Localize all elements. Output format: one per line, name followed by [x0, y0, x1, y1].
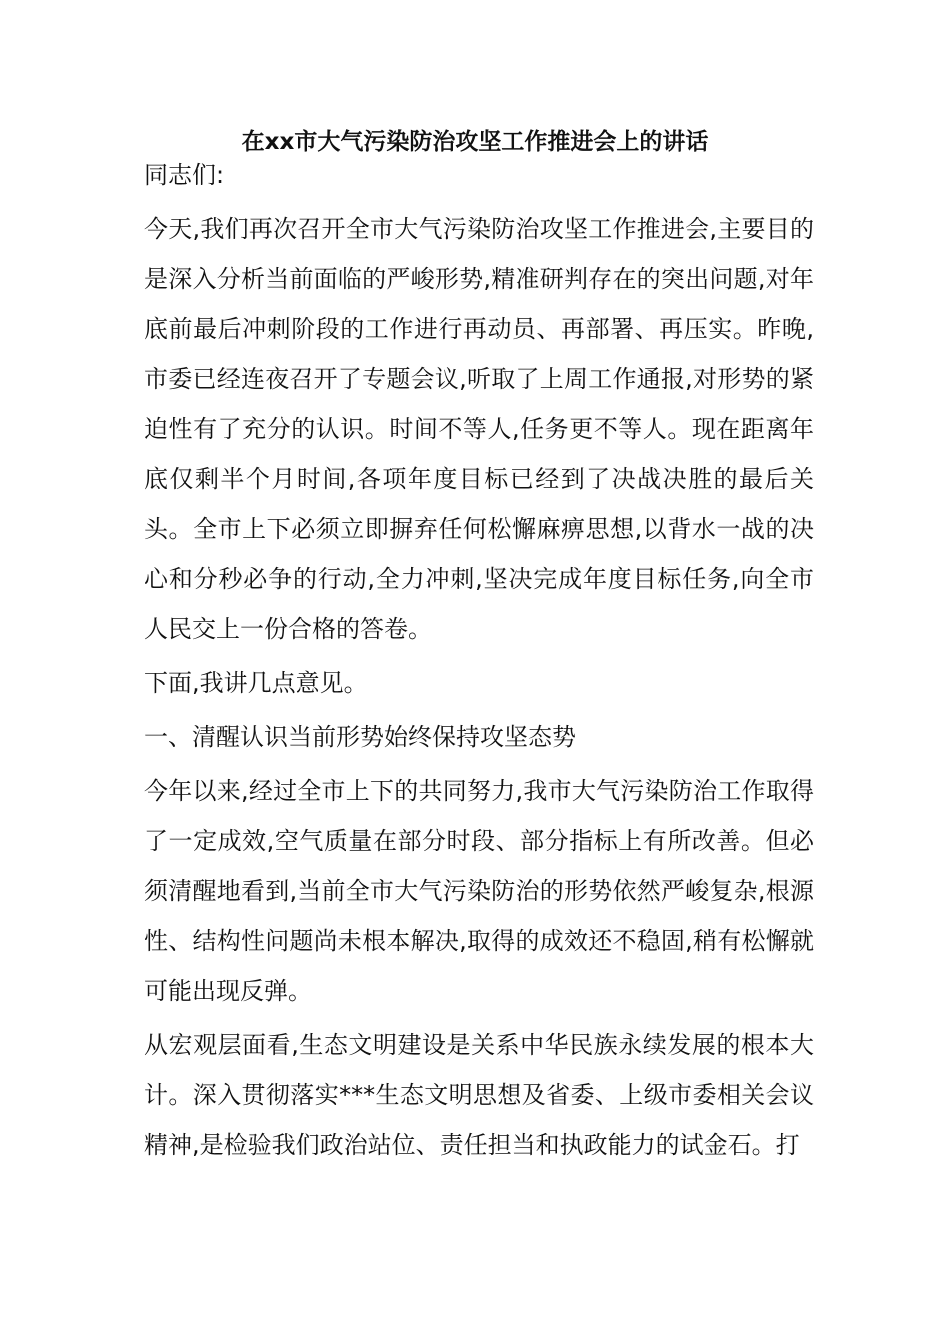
paragraph-intro: 今天,我们再次召开全市大气污染防治攻坚工作推进会,主要目的是深入分析当前面临的严峻形势,精准研判存在的突出问题,对年底前最后冲刺阶段的工作进行再动员、再部署、再压实。昨晚,市委已经连夜召开了专题会议,听取了上周工作通报,对形势的紧迫性有了充分的认识。时间不等人,任务更不等人。现在距离年底仅剩半个月时间,各项年度目标已经到了决战决胜的最后关头。全市上下必须立即摒弃任何松懈麻痹思想,以背水一战的决心和分秒必争的行动,全力冲刺,坚决完成年度目标任务,向全市人民交上一份合格的答卷。 [144, 215, 814, 643]
document-body [144, 150, 814, 1170]
salutation: 同志们: [144, 161, 225, 189]
section-heading-1: 一、清醒认识当前形势始终保持攻坚态势 [144, 723, 576, 751]
document-title: 在xx市大气污染防治攻坚工作推进会上的讲话 [241, 129, 709, 155]
paragraph-macro: 从宏观层面看,生态文明建设是关系中华民族永续发展的根本大计。深入贯彻落实***生态文明思想及省委、上级市委相关会议精神,是检验我们政治站位、责任担当和执政能力的试金石。打 [144, 1031, 814, 1159]
paragraph-situation: 今年以来,经过全市上下的共同努力,我市大气污染防治工作取得了一定成效,空气质量在部分时段、部分指标上有所改善。但必须清醒地看到,当前全市大气污染防治的形势依然严峻复杂,根源性、结构性问题尚未根本解决,取得的成效还不稳固,稍有松懈就可能出现反弹。 [144, 777, 814, 1005]
paragraph-opinions: 下面,我讲几点意见。 [144, 669, 368, 697]
